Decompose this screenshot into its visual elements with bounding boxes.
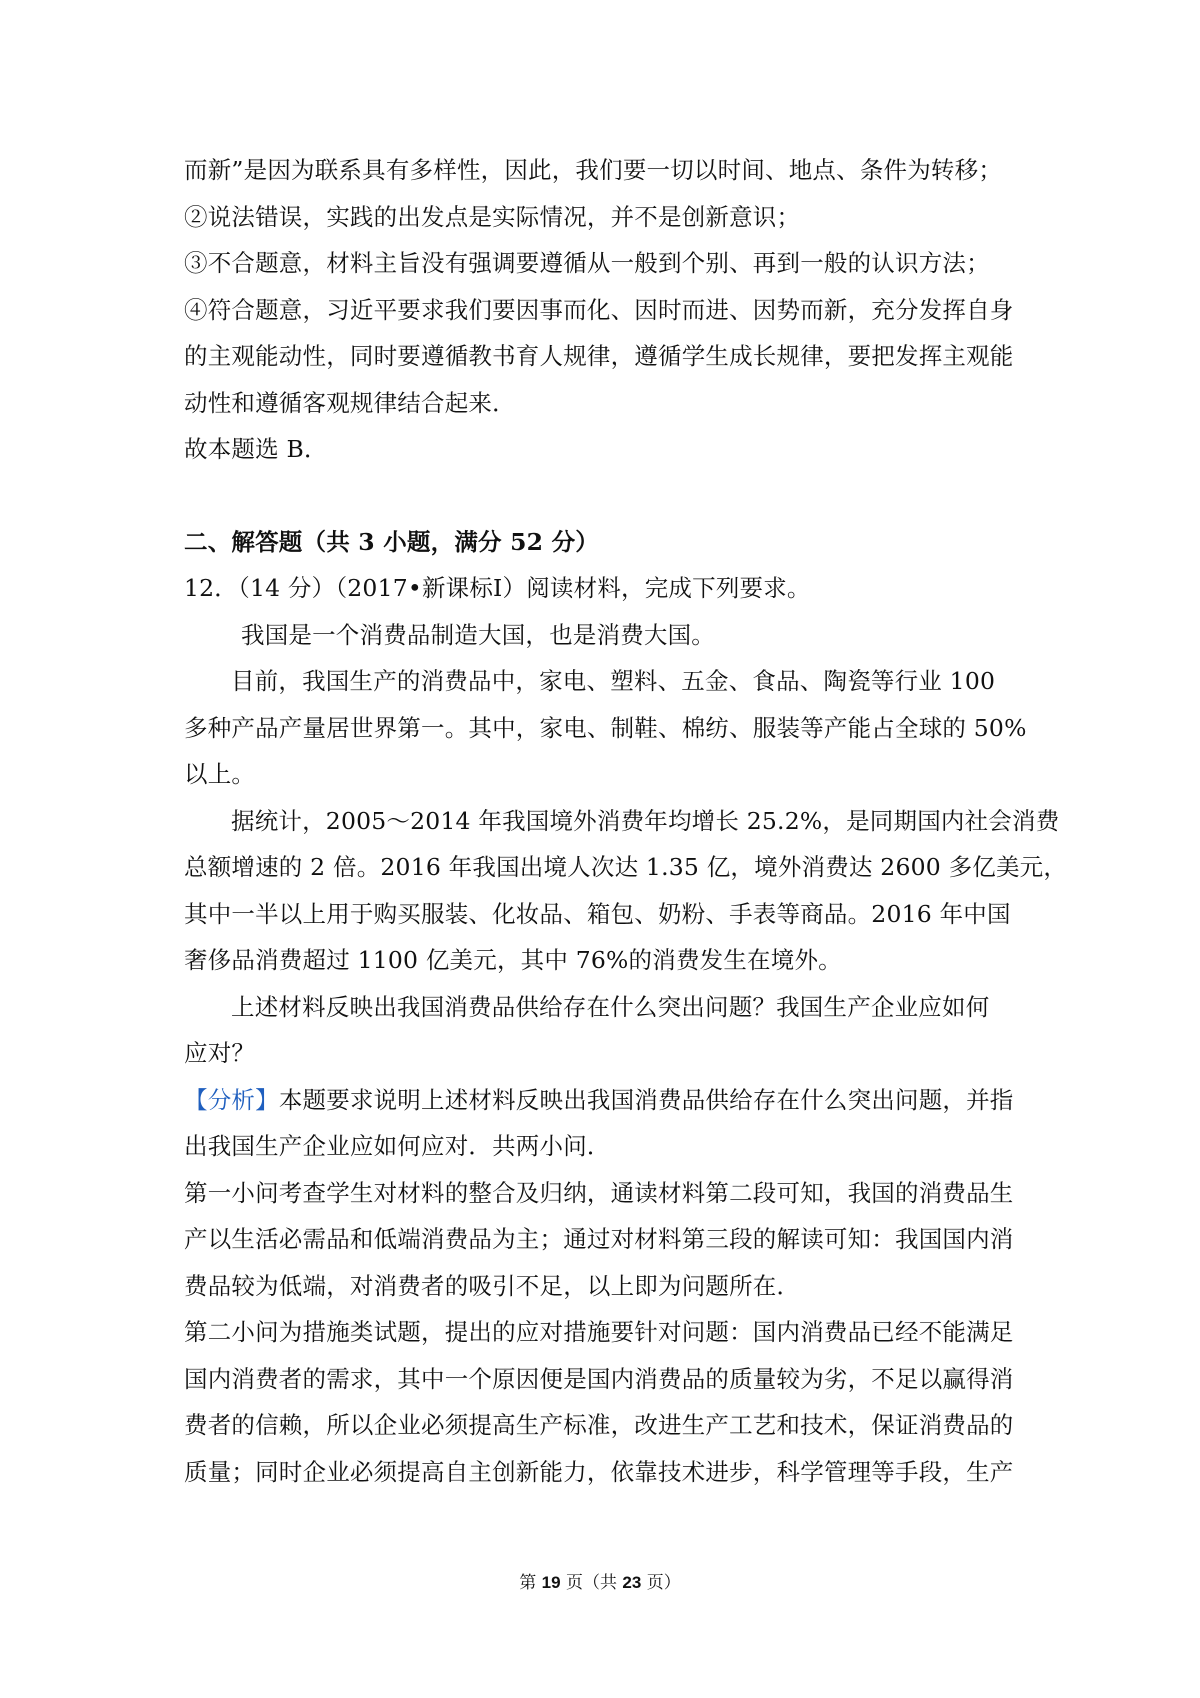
text-line: 以上。: [184, 760, 256, 788]
text-line: 多种产品产量居世界第一。其中，家电、制鞋、棉纺、服装等产能占全球的 50%: [184, 713, 1027, 742]
text-line: ②说法错误，实践的出发点是实际情况，并不是创新意识；: [184, 202, 801, 231]
text-line: 国内消费者的需求，其中一个原因便是国内消费品的质量较为劣，不足以赢得消: [184, 1364, 1014, 1393]
text-line: 费者的信赖，所以企业必须提高生产标准，改进生产工艺和技术，保证消费品的: [184, 1411, 1014, 1439]
material-paragraph-2: 目前，我国生产的消费品中，家电、塑料、五金、食品、陶瓷等行业 100: [231, 667, 996, 695]
analysis-text: 本题要求说明上述材料反映出我国消费品供给存在什么突出问题，并指: [278, 1085, 1014, 1114]
page-content: [184, 147, 1068, 1495]
text-line: 第一小问考查学生对材料的整合及归纳，通读材料第二段可知，我国的消费品生: [184, 1178, 1014, 1207]
text-line: 奢侈品消费超过 1100 亿美元，其中 76%的消费发生在境外。: [184, 946, 842, 974]
analysis-first-line: [184, 1077, 1034, 1124]
question-header: 12．（14 分）（2017•新课标Ⅰ）阅读材料，完成下列要求。: [184, 574, 811, 602]
analysis-tag: 【分析】: [184, 1085, 279, 1114]
total-pages: 23: [622, 1573, 642, 1592]
material-paragraph-1: 我国是一个消费品制造大国，也是消费大国。: [241, 620, 715, 649]
spacer: [184, 473, 1034, 519]
footer-text: 页）: [641, 1573, 681, 1593]
question-prompt: 上述材料反映出我国消费品供给存在什么突出问题？我国生产企业应如何: [231, 992, 990, 1021]
text-line: ④符合题意，习近平要求我们要因事而化、因时而进、因势而新，充分发挥自身: [184, 295, 1014, 324]
text-line: 的主观能动性，同时要遵循教书育人规律，遵循学生成长规律，要把发挥主观能: [184, 342, 1014, 370]
text-line: 动性和遵循客观规律结合起来．: [184, 388, 516, 417]
text-line: 费品较为低端，对消费者的吸引不足，以上即为问题所在．: [184, 1271, 801, 1300]
text-line: ③不合题意，材料主旨没有强调要遵循从一般到个别、再到一般的认识方法；: [184, 249, 990, 277]
page-number: 19: [541, 1573, 561, 1592]
footer-text: 第: [519, 1573, 542, 1593]
answer-line: 故本题选 B．: [184, 435, 328, 463]
text-line: 产以生活必需品和低端消费品为主；通过对材料第三段的解读可知：我国国内消: [184, 1225, 1014, 1253]
footer-text: 页（共: [560, 1573, 623, 1593]
text-line: 而新”是因为联系具有多样性，因此，我们要一切以时间、地点、条件为转移；: [184, 156, 1003, 184]
text-line: 应对？: [184, 1039, 256, 1067]
text-line: 质量；同时企业必须提高自主创新能力，依靠技术进步，科学管理等手段，生产: [184, 1457, 1014, 1486]
text-line: 出我国生产企业应如何应对．共两小问．: [184, 1132, 611, 1160]
text-line: 其中一半以上用于购买服装、化妆品、箱包、奶粉、手表等商品。2016 年中国: [184, 899, 1011, 928]
page-footer: [0, 1568, 1200, 1593]
text-line: 总额增速的 2 倍。2016 年我国出境人次达 1.35 亿，境外消费达 2600 多亿美元，: [184, 853, 1068, 881]
text-line: 第二小问为措施类试题，提出的应对措施要针对问题：国内消费品已经不能满足: [184, 1318, 1014, 1346]
material-paragraph-3: 据统计，2005～2014 年我国境外消费年均增长 25.2%，是同期国内社会消费: [231, 806, 1060, 835]
section-title: 二、解答题（共 3 小题，满分 52 分）: [184, 527, 599, 556]
